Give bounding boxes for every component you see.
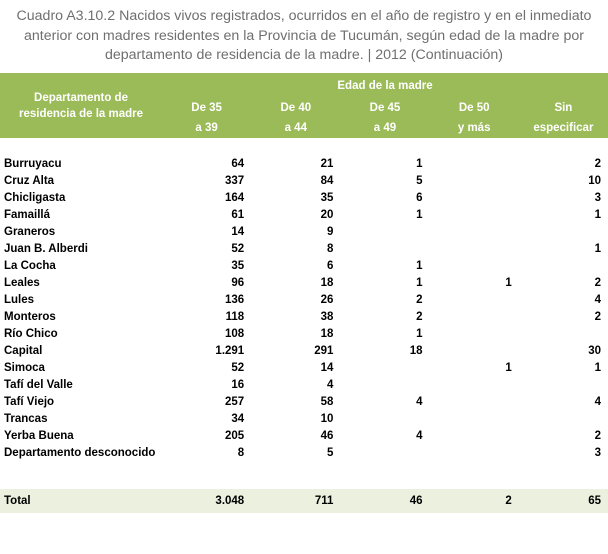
- table-row: [0, 173, 608, 190]
- births-table: [0, 73, 608, 513]
- age-column-header: a 44: [251, 118, 340, 138]
- age-column-header: De 35: [162, 98, 251, 118]
- title-line: departamento de residencia de la madre. | 2012 (Continuación): [104, 47, 504, 63]
- table-row: [0, 394, 608, 411]
- value-cell: 2: [594, 430, 601, 442]
- value-cell: [519, 377, 608, 394]
- value-cell: 118: [225, 311, 245, 323]
- table-row: [0, 292, 608, 309]
- age-column-header: a 49: [340, 118, 429, 138]
- spacer-row: [0, 462, 608, 489]
- value-cell: [430, 309, 519, 326]
- value-cell: [430, 445, 519, 462]
- table-row: [0, 445, 608, 462]
- age-column-header: De 40: [251, 98, 340, 118]
- value-cell: [340, 241, 429, 258]
- value-cell: [340, 360, 429, 377]
- table-row: [0, 343, 608, 360]
- value-cell: 46: [320, 430, 334, 442]
- age-column-header: especificar: [519, 118, 608, 138]
- value-cell: 1: [594, 209, 601, 221]
- department-name: Chicligasta: [4, 192, 66, 204]
- value-cell: 18: [320, 277, 334, 289]
- value-cell: [430, 292, 519, 309]
- department-name: Total: [0, 489, 162, 514]
- table-row: [0, 326, 608, 343]
- value-cell: 8: [326, 243, 334, 255]
- table-row: [0, 377, 608, 394]
- value-cell: 337: [225, 175, 245, 187]
- department-name: Tafí Viejo: [4, 396, 55, 408]
- value-cell: 4: [416, 430, 423, 442]
- department-name: Tafí del Valle: [4, 379, 73, 391]
- table-row: [0, 309, 608, 326]
- value-cell: 10: [320, 413, 334, 425]
- value-cell: 291: [314, 345, 334, 357]
- department-header-line: Departamento de: [34, 91, 128, 104]
- value-cell: 30: [588, 345, 601, 357]
- department-name: Graneros: [4, 226, 56, 238]
- value-cell: [519, 224, 608, 241]
- value-cell: 52: [231, 362, 245, 374]
- value-cell: 38: [320, 311, 334, 323]
- total-row: [0, 489, 608, 514]
- spacer-row: [0, 138, 608, 156]
- age-column-header: Sin: [519, 98, 608, 118]
- value-cell: [430, 394, 519, 411]
- department-name: Leales: [4, 277, 40, 289]
- value-cell: 52: [231, 243, 245, 255]
- value-cell: 205: [225, 430, 245, 442]
- table-title: [0, 7, 608, 66]
- value-cell: [430, 207, 519, 224]
- title-line: Cuadro A3.10.2 Nacidos vivos registrados, ocurridos en el año de registro y en el inmediato: [16, 8, 592, 24]
- table-row: [0, 275, 608, 292]
- value-cell: [430, 411, 519, 428]
- value-cell: [340, 411, 429, 428]
- value-cell: 2: [416, 311, 423, 323]
- value-cell: 2: [594, 158, 601, 170]
- value-cell: 35: [231, 260, 245, 272]
- value-cell: 16: [231, 379, 245, 391]
- table-row: [0, 360, 608, 377]
- value-cell: [340, 445, 429, 462]
- age-column-header: De 50: [430, 98, 519, 118]
- department-name: Río Chico: [4, 328, 58, 340]
- value-cell: 108: [225, 328, 245, 340]
- value-cell: 20: [320, 209, 334, 221]
- value-cell: 3: [594, 447, 601, 459]
- value-cell: 18: [409, 345, 423, 357]
- table-body: [0, 138, 608, 513]
- value-cell: 96: [231, 277, 245, 289]
- value-cell: 4: [594, 396, 601, 408]
- value-cell: 6: [416, 192, 423, 204]
- value-cell: [430, 190, 519, 207]
- age-column-header: y más: [430, 118, 519, 138]
- value-cell: 46: [340, 489, 429, 514]
- value-cell: 64: [231, 158, 245, 170]
- title-line: anterior con madres residentes en la Provincia de Tucumán, según edad de la madre por: [24, 27, 584, 44]
- table-row: [0, 207, 608, 224]
- age-group-header: Edad de la madre: [162, 73, 608, 98]
- department-name: La Cocha: [4, 260, 56, 272]
- value-cell: [430, 224, 519, 241]
- department-name: Simoca: [4, 362, 45, 374]
- value-cell: 14: [231, 226, 245, 238]
- value-cell: 26: [320, 294, 334, 306]
- value-cell: [519, 411, 608, 428]
- value-cell: 3.048: [162, 489, 251, 514]
- department-column-header: [0, 73, 162, 138]
- value-cell: [340, 377, 429, 394]
- value-cell: 18: [320, 328, 334, 340]
- department-name: Lules: [4, 294, 35, 306]
- value-cell: 4: [326, 379, 334, 391]
- table-header: [0, 73, 608, 138]
- value-cell: [430, 428, 519, 445]
- value-cell: 61: [231, 209, 245, 221]
- value-cell: 1: [416, 277, 423, 289]
- value-cell: [519, 326, 608, 343]
- department-name: Departamento desconocido: [4, 447, 156, 459]
- table-row: [0, 241, 608, 258]
- value-cell: 4: [416, 396, 423, 408]
- value-cell: 35: [320, 192, 334, 204]
- value-cell: [430, 241, 519, 258]
- table-row: [0, 258, 608, 275]
- value-cell: 3: [594, 192, 601, 204]
- value-cell: 6: [326, 260, 334, 272]
- table-row: [0, 156, 608, 173]
- value-cell: 34: [231, 413, 245, 425]
- value-cell: 2: [430, 489, 519, 514]
- value-cell: 1: [505, 277, 512, 289]
- value-cell: 1.291: [215, 345, 245, 357]
- value-cell: 5: [416, 175, 423, 187]
- table-row: [0, 428, 608, 445]
- value-cell: 9: [326, 226, 334, 238]
- value-cell: 1: [416, 260, 423, 272]
- value-cell: [519, 258, 608, 275]
- value-cell: 2: [594, 277, 601, 289]
- age-column-header: a 39: [162, 118, 251, 138]
- value-cell: [430, 173, 519, 190]
- department-name: Burruyacu: [4, 158, 62, 170]
- department-name: Juan B. Alberdi: [4, 243, 88, 255]
- value-cell: [340, 224, 429, 241]
- value-cell: 257: [225, 396, 245, 408]
- value-cell: 10: [588, 175, 601, 187]
- value-cell: 21: [320, 158, 334, 170]
- value-cell: 136: [225, 294, 245, 306]
- value-cell: [430, 156, 519, 173]
- department-name: Capital: [4, 345, 43, 357]
- department-name: Trancas: [4, 413, 48, 425]
- value-cell: 1: [416, 209, 423, 221]
- department-name: Yerba Buena: [4, 430, 74, 442]
- value-cell: 14: [320, 362, 334, 374]
- value-cell: [430, 377, 519, 394]
- department-name: Famaillá: [4, 209, 51, 221]
- value-cell: 5: [326, 447, 334, 459]
- table-row: [0, 224, 608, 241]
- value-cell: 65: [519, 489, 608, 514]
- value-cell: 1: [594, 243, 601, 255]
- value-cell: 8: [237, 447, 245, 459]
- department-name: Monteros: [4, 311, 56, 323]
- table-row: [0, 190, 608, 207]
- value-cell: [430, 326, 519, 343]
- value-cell: 711: [251, 489, 340, 514]
- value-cell: [430, 343, 519, 360]
- value-cell: 1: [594, 362, 601, 374]
- value-cell: 1: [416, 158, 423, 170]
- value-cell: 1: [505, 362, 512, 374]
- value-cell: 2: [594, 311, 601, 323]
- department-name: Cruz Alta: [4, 175, 55, 187]
- value-cell: 4: [594, 294, 601, 306]
- department-header-line: residencia de la madre: [19, 107, 144, 120]
- value-cell: 1: [416, 328, 423, 340]
- value-cell: 58: [320, 396, 334, 408]
- value-cell: 2: [416, 294, 423, 306]
- value-cell: 164: [225, 192, 245, 204]
- value-cell: [430, 258, 519, 275]
- age-column-header: De 45: [340, 98, 429, 118]
- table-row: [0, 411, 608, 428]
- value-cell: 84: [320, 175, 334, 187]
